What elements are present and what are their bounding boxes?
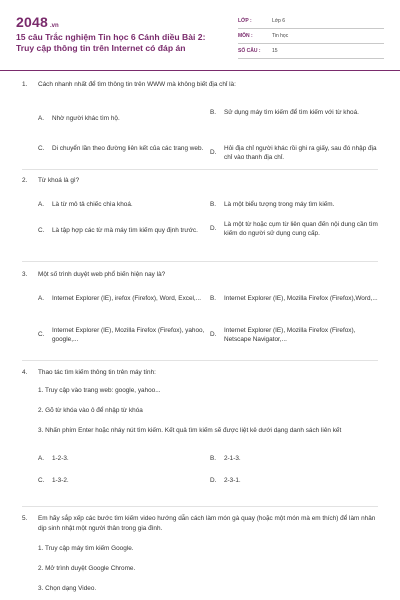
option-c[interactable] [38, 326, 208, 345]
option-b[interactable] [210, 108, 378, 118]
meta-row-count [238, 44, 384, 59]
step-item: 3. Chọn dạng Video. [38, 585, 97, 592]
document-title: 15 câu Trắc nghiệm Tin học 6 Cánh diều Bài 2: Truy cập thông tin trên Internet có đáp án [16, 32, 206, 53]
option-letter: B. [210, 455, 217, 462]
option-letter: A. [38, 455, 45, 462]
option-text: Internet Explorer (IE), irefox (Firefox), Word, Excel,... [52, 294, 202, 302]
question-number: 4. [22, 369, 28, 376]
meta-value: Tin học [272, 33, 289, 39]
option-text: Là một từ hoặc cụm từ liên quan đến nội dung cần tìm kiếm do người sử dụng cung cấp. [224, 220, 378, 238]
question-text: Thao tác tìm kiếm thông tin trên máy tính: [38, 369, 156, 376]
option-c[interactable] [38, 226, 208, 236]
logo-text: 2048 [16, 14, 48, 30]
option-text: Hỏi địa chỉ người khác rồi ghi ra giấy, sau đó nhập địa chỉ vào thanh địa chỉ. [224, 144, 377, 162]
option-a[interactable] [38, 114, 208, 124]
option-a[interactable] [38, 454, 208, 464]
step-item: 3. Nhấn phím Enter hoặc nháy nút tìm kiếm. Kết quả tìm kiếm sẽ được liệt kê dưới dạng danh sách liên kết [38, 427, 342, 434]
option-text: 2-1-3. [224, 455, 241, 462]
question-number: 3. [22, 271, 28, 278]
option-text: Internet Explorer (IE), Mozilla Firefox (Firefox), yahoo, google,... [52, 326, 205, 344]
option-text: Di chuyển lần theo đường liên kết của các trang web. [52, 144, 204, 152]
option-letter: B. [210, 294, 217, 302]
question-text: Cách nhanh nhất để tìm thông tin trên WWW mà không biết địa chỉ là: [38, 81, 236, 88]
question-1 [22, 80, 378, 162]
option-letter: C. [38, 477, 45, 484]
question-text: Một số trình duyệt web phổ biến hiện nay là? [38, 271, 166, 278]
option-text: Là một biểu tượng trong máy tìm kiếm. [224, 200, 335, 208]
option-letter: A. [38, 200, 45, 208]
question-divider [22, 360, 378, 361]
step-item: 2. Mở trình duyệt Google Chrome. [38, 565, 136, 572]
meta-key: MÔN : [238, 33, 253, 39]
option-c[interactable] [38, 476, 208, 486]
meta-key: SỐ CÂU : [238, 48, 261, 54]
page-header [16, 14, 384, 60]
option-letter: C. [38, 331, 45, 339]
option-letter: A. [38, 114, 45, 122]
option-letter: C. [38, 226, 45, 234]
option-letter: D. [210, 149, 217, 157]
option-b[interactable] [210, 294, 378, 304]
option-letter: A. [38, 294, 45, 302]
site-logo[interactable] [16, 14, 59, 30]
question-text: Em hãy sắp xếp các bước tìm kiếm video hướng dẫn cách làm món gà quay (hoặc một món mà em thích) để làm nhân dịp sinh nhật một người thân trong gia đình. [38, 515, 376, 532]
option-b[interactable] [210, 454, 378, 464]
option-text: 1-3-2. [52, 477, 69, 484]
option-text: Internet Explorer (IE), Mozilla Firefox (Firefox),Word,... [224, 294, 378, 302]
question-4 [22, 368, 378, 484]
meta-table [238, 14, 384, 59]
question-number: 1. [22, 81, 28, 88]
meta-value: 15 [272, 48, 278, 54]
option-b[interactable] [210, 200, 378, 210]
option-c[interactable] [38, 144, 208, 154]
option-text: Là từ mô tả chiếc chìa khoá. [52, 200, 133, 208]
option-text: Nhờ người khác tìm hộ. [52, 114, 120, 122]
meta-row-grade [238, 14, 384, 29]
option-letter: C. [38, 144, 45, 152]
question-number: 5. [22, 515, 28, 522]
step-item: 2. Gõ từ khóa vào ô để nhập từ khóa [38, 407, 143, 414]
option-text: 1-2-3. [52, 455, 69, 462]
option-letter: D. [210, 225, 217, 233]
question-divider [22, 261, 378, 262]
option-letter: D. [210, 477, 217, 484]
option-d[interactable] [210, 326, 378, 345]
question-number: 2. [22, 177, 28, 184]
option-text: Sử dụng máy tìm kiếm để tìm kiếm với từ khoá. [224, 108, 359, 116]
header-divider [0, 70, 400, 71]
option-a[interactable] [38, 200, 208, 210]
meta-row-subject [238, 29, 384, 44]
question-text: Từ khoá là gì? [38, 177, 80, 184]
question-2 [22, 176, 378, 256]
question-divider [22, 169, 378, 170]
logo-suffix: .vn [49, 23, 59, 29]
option-d[interactable] [210, 144, 378, 163]
option-letter: D. [210, 331, 217, 339]
meta-value: Lớp 6 [272, 18, 286, 24]
option-d[interactable] [210, 220, 378, 239]
option-text: Là tập hợp các từ mà máy tìm kiếm quy định trước. [52, 226, 198, 234]
meta-key: LỚP : [238, 18, 252, 24]
option-text: 2-3-1. [224, 477, 241, 484]
question-divider [22, 506, 378, 507]
option-letter: B. [210, 108, 217, 116]
question-3 [22, 270, 378, 360]
step-item: 1. Truy cập máy tìm kiếm Google. [38, 545, 134, 552]
option-a[interactable] [38, 294, 208, 304]
option-d[interactable] [210, 476, 378, 486]
step-item: 1. Truy cập vào trang web: google, yahoo... [38, 387, 161, 394]
option-letter: B. [210, 200, 217, 208]
option-text: Internet Explorer (IE), Mozilla Firefox (Firefox), Netscape Navigator,... [224, 326, 356, 344]
question-5 [22, 514, 378, 592]
